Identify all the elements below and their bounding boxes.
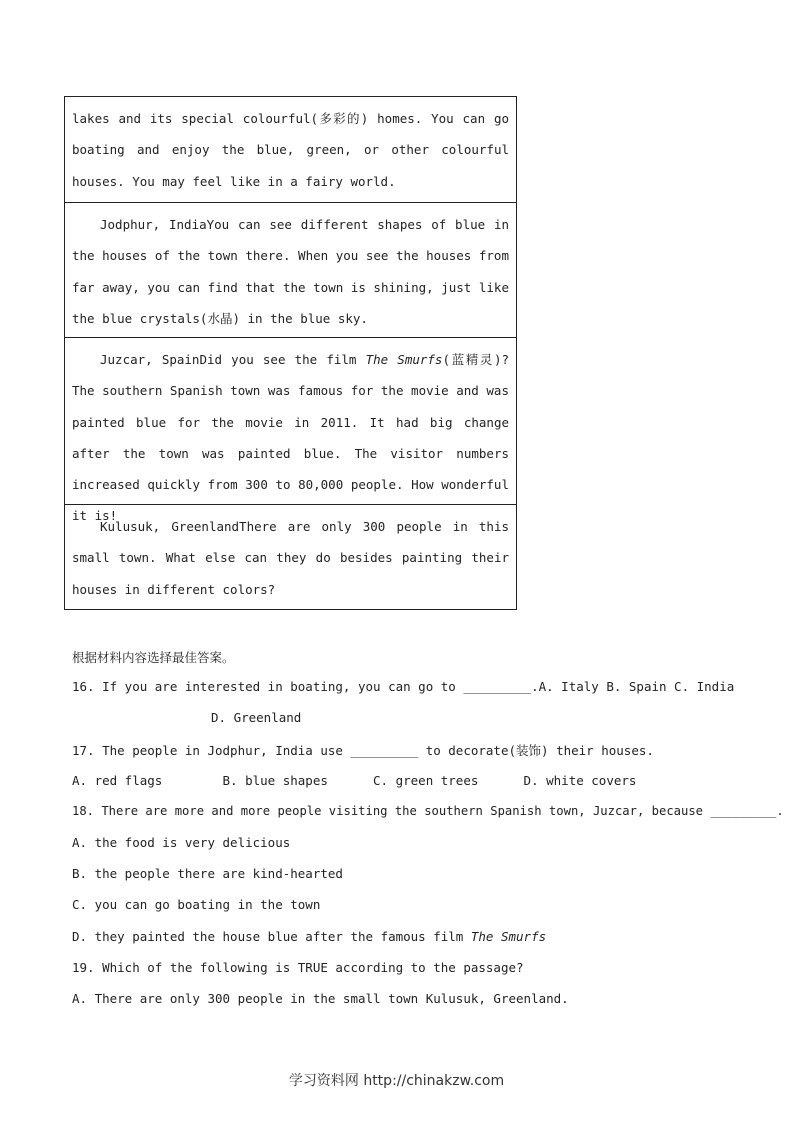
question-18-stem: 18. There are more and more people visiting the southern Spanish town, Juzcar, because _________. bbox=[72, 804, 784, 818]
passage-row-juzcar bbox=[65, 337, 516, 524]
passage-table bbox=[64, 96, 517, 610]
question-19-stem: 19. Which of the following is TRUE according to the passage? bbox=[72, 960, 524, 975]
instruction: 根据材料内容选择最佳答案。 bbox=[72, 650, 235, 665]
question-19-option-a: A. There are only 300 people in the small town Kulusuk, Greenland. bbox=[72, 991, 569, 1006]
question-17-stem: 17. The people in Jodphur, India use _________ to decorate(装饰) their houses. bbox=[72, 743, 654, 758]
footer-watermark: 学习资料网 http://chinakzw.com bbox=[288, 1073, 505, 1089]
passage-row-juzcar-text-pre: Juzcar, SpainDid you see the film bbox=[100, 352, 366, 367]
question-18-option-d-text: D. they painted the house blue after the famous film bbox=[72, 929, 471, 944]
passage-row-kulusuk bbox=[65, 504, 516, 609]
question-16-stem: 16. If you are interested in boating, you can go to _________.A. Italy B. Spain C. India bbox=[72, 679, 735, 694]
question-18-option-d bbox=[72, 929, 546, 944]
film-title: The Smurfs bbox=[470, 929, 547, 944]
passage-row-kulusuk-text: Kulusuk, GreenlandThere are only 300 people in this small town. What else can they do besides painting their houses in different colors? bbox=[72, 519, 509, 597]
passage-row-italy-text: lakes and its special colourful(多彩的) homes. You can go boating and enjoy the blue, green, or other colourful houses. You may feel like in a fairy world. bbox=[72, 111, 509, 189]
question-17-options: A. red flags B. blue shapes C. green trees D. white covers bbox=[72, 773, 637, 788]
passage-row-jodphur-text: Jodphur, IndiaYou can see different shapes of blue in the houses of the town there. When you see the houses from far away, you can find that the town is shining, just like the blue crystals(水晶) in the blue sky. bbox=[72, 217, 509, 326]
film-title: The Smurfs bbox=[365, 352, 443, 367]
passage-row-italy bbox=[65, 97, 516, 202]
passage-row-jodphur bbox=[65, 202, 516, 337]
question-16-option-d: D. Greenland bbox=[211, 710, 302, 725]
question-18-option-b: B. the people there are kind-hearted bbox=[72, 866, 343, 881]
passage-row-juzcar-text-post: (蓝精灵)? The southern Spanish town was famous for the movie and was painted blue for the movie in 2011. It had big change after the town was painted blue. The visitor numbers increased quickly from 300 to 80,000 people. How wonderful it is! bbox=[72, 352, 509, 524]
question-18-option-c: C. you can go boating in the town bbox=[72, 897, 321, 912]
question-18-option-a: A. the food is very delicious bbox=[72, 835, 291, 850]
